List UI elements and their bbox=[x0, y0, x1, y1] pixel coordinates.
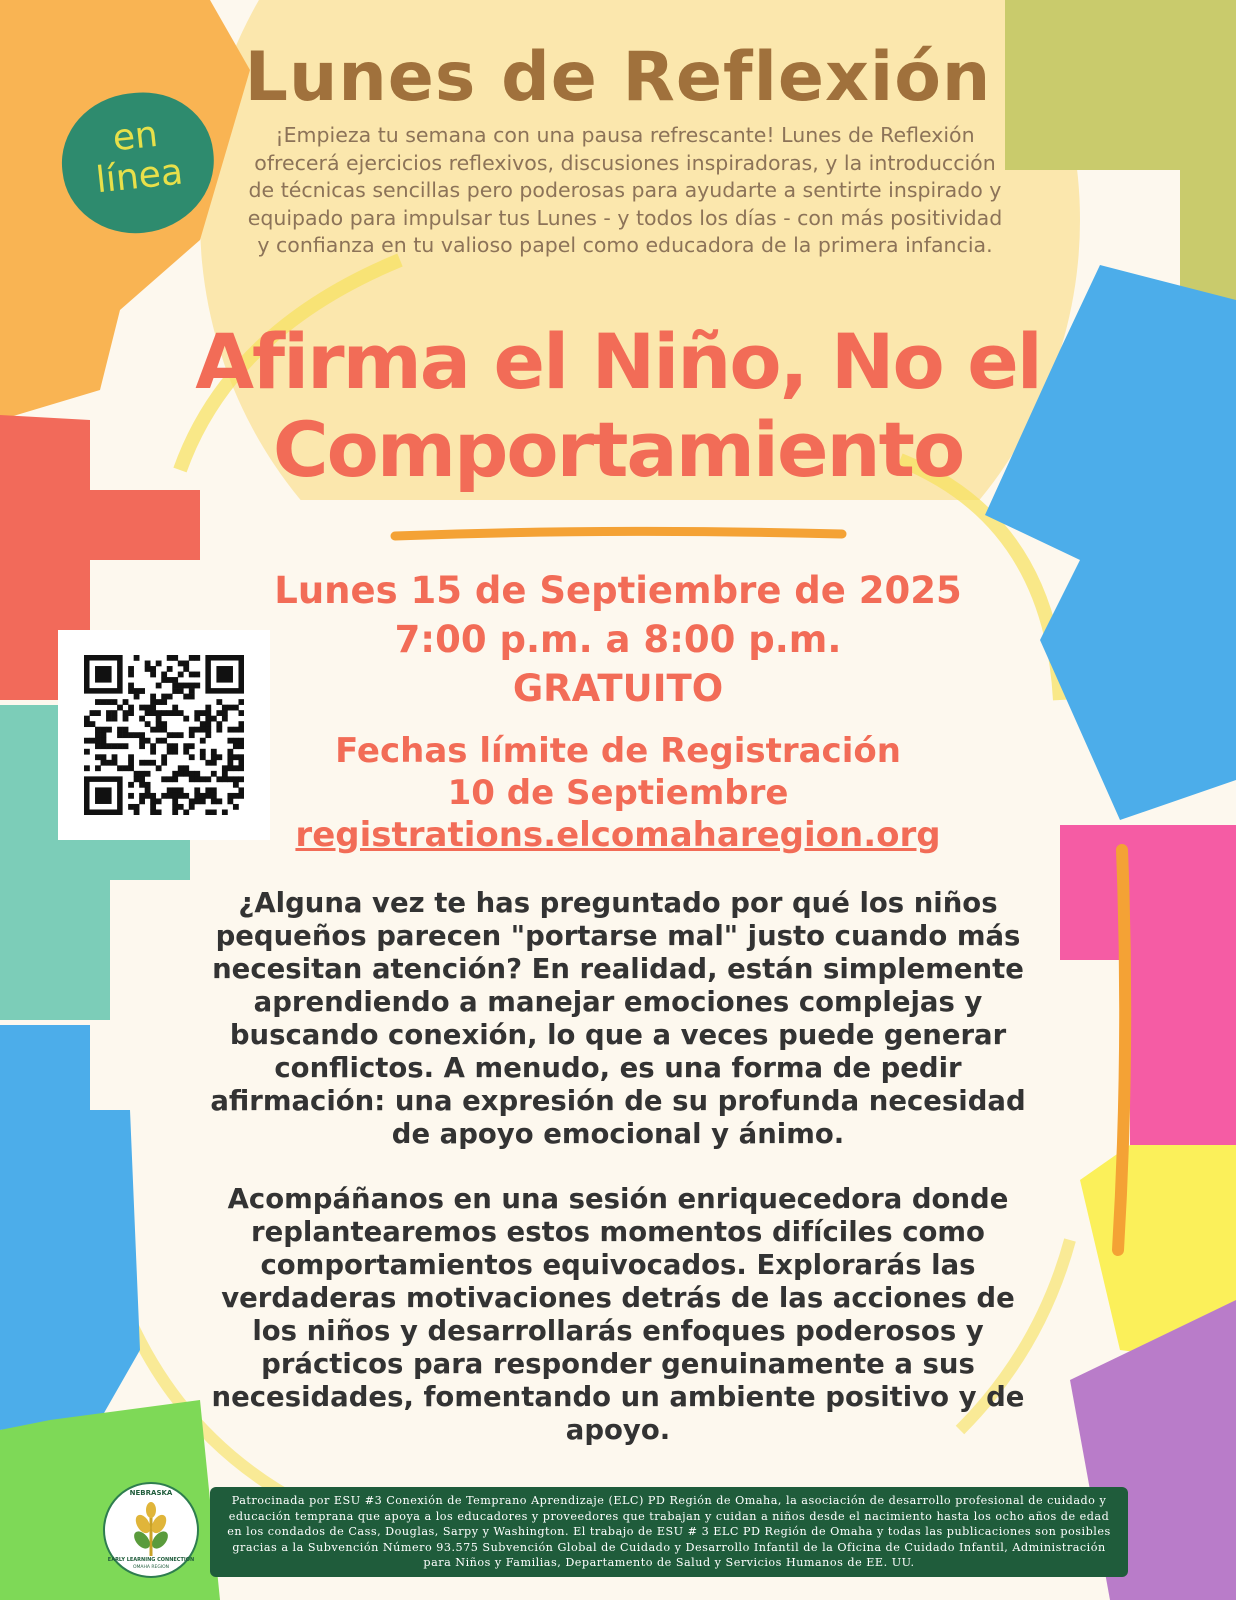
event-date: Lunes 15 de Septiembre de 2025 bbox=[274, 569, 962, 612]
logo-text-top: NEBRASKA bbox=[129, 1489, 173, 1497]
headline bbox=[0, 318, 1236, 494]
logo-text-ring: EARLY LEARNING CONNECTION bbox=[107, 1557, 195, 1563]
event-time: 7:00 p.m. a 8:00 p.m. bbox=[394, 618, 842, 661]
online-badge-line1: en bbox=[110, 113, 160, 160]
headline-line1: Afirma el Niño, No el bbox=[195, 317, 1041, 406]
qr-code-card[interactable] bbox=[58, 630, 270, 840]
registration-link[interactable]: registrations.elcomaharegion.org bbox=[295, 815, 941, 855]
series-title: Lunes de Reflexión bbox=[244, 38, 992, 117]
headline-line2: Comportamiento bbox=[272, 405, 964, 494]
logo-text-bottom: OMAHA REGION bbox=[132, 1565, 170, 1570]
online-badge-line2: línea bbox=[93, 151, 185, 202]
registration-deadline-label: Fechas límite de Registración bbox=[335, 731, 901, 771]
qr-code-icon bbox=[84, 655, 244, 815]
sponsor-footer: Patrocinada por ESU #3 Conexión de Temprano Aprendizaje (ELC) PD Región de Omaha, la asociación de desarrollo profesional de cuidado y educación temprana que apoya a los educadores y proveedores que trabajan y cuidan a niños desde el nacimiento hasta los ocho años de edad en los condados de Cass, Douglas, Sarpy y Washington. El trabajo de ESU # 3 ELC PD Región de Omaha y todas las publicaciones son posibles gracias a la Subvención Número 93.575 Subvención Global de Cuidado y Desarrollo Infantil de la Oficina de Cuidado Infantil, Administración para Niños y Familias, Departamento de Salud y Servicios Humanos de EE. UU. bbox=[210, 1487, 1128, 1577]
description-paragraph-2: Acompáñanos en una sesión enriquecedora donde replantearemos estos momentos difíciles como comportamientos equivocados. Explorarás las verdaderas motivaciones detrás de las acciones de los niños y desarrollarás enfoques poderosos y prácticos para responder genuinamente a sus necesidades, fomentando un ambiente positivo y de apoyo. bbox=[211, 1183, 1025, 1446]
registration-deadline-date: 10 de Septiembre bbox=[447, 773, 789, 813]
intro-text: ¡Empieza tu semana con una pausa refrescante! Lunes de Reflexión ofrecerá ejercicios reflexivos, discusiones inspiradoras, y la introducción de técnicas sencillas pero poderosas para ayudarte a sentirte inspirado y equipado para impulsar tus Lunes - y todos los días - con más positividad y confianza en tu valioso papel como educadora de la primera infancia. bbox=[247, 123, 1003, 257]
event-price: GRATUITO bbox=[512, 667, 724, 710]
elc-logo bbox=[103, 1482, 199, 1578]
description-paragraph-1: ¿Alguna vez te has preguntado por qué los niños pequeños parecen "portarse mal" justo cuando más necesitan atención? En realidad, están simplemente aprendiendo a manejar emociones complejas y buscando conexión, lo que a veces puede generar conflictos. A menudo, es una forma de pedir afirmación: una expresión de su profunda necesidad de apoyo emocional y ánimo. bbox=[210, 887, 1026, 1150]
